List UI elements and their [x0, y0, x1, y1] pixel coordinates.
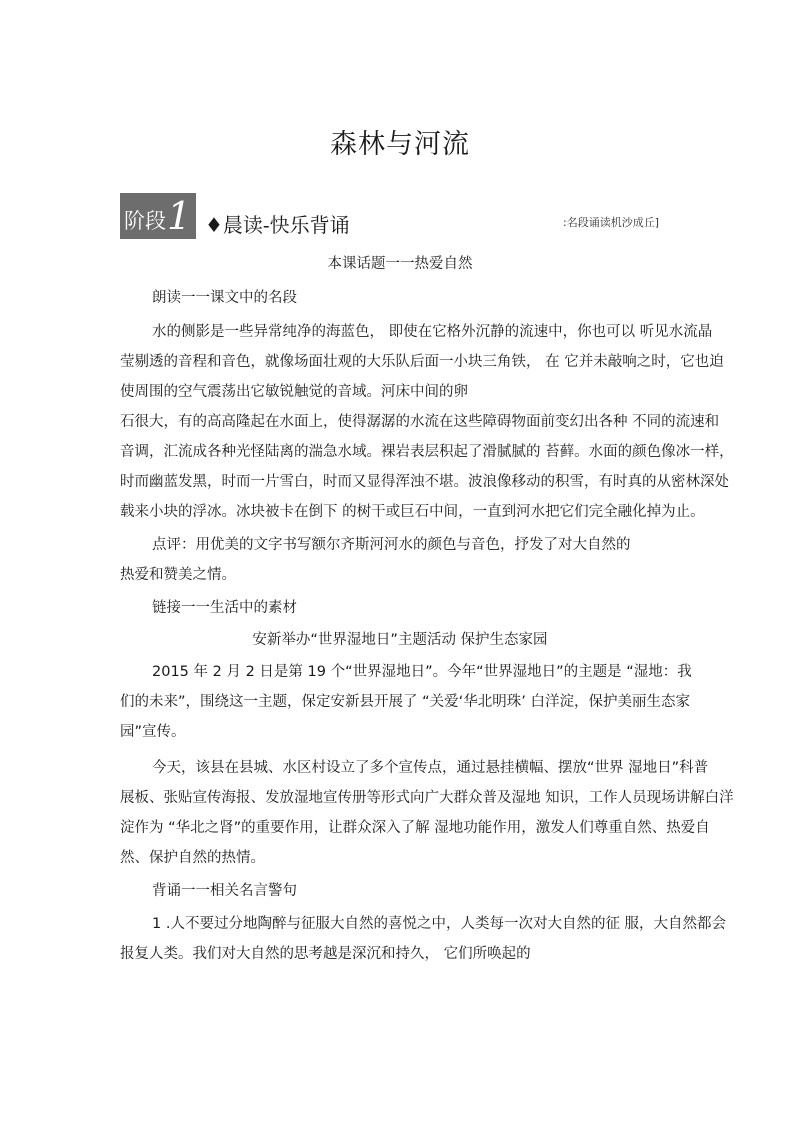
paragraph-line: 载来小块的浮冰。冰块被卡在倒下 的树干或巨石中间，一直到河水把它们完全融化掉为止。	[120, 504, 705, 520]
paragraph-line: 石很大，有的高高隆起在水面上，使得潺潺的水流在这些障碍物面前变幻出各种 不同的流速和	[120, 414, 720, 430]
paragraph-line: 们的未来”，围绕这一主题，保定安新县开展了 “关爱‘华北明珠’ 白洋淀，保护美丽生态家	[120, 694, 690, 710]
paragraph-line: 2015 年 2 月 2 日是第 19 个“世界湿地日”。今年“世界湿地日”的主题是 “湿地：我	[152, 664, 692, 680]
comment-line: 热爱和赞美之情。	[120, 567, 236, 583]
paragraph-line: 莹剔透的音程和音色，就像场面壮观的大乐队后面一小块三角铁， 在 它并未敲响之时，它也迫	[120, 354, 724, 370]
section1-heading: 朗读一一课文中的名段	[152, 290, 297, 306]
paragraph-line: 淀作为 “华北之肾”的重要作用，让群众深入了解 湿地功能作用，激发人们尊重自然、热爱自	[120, 820, 710, 836]
paragraph-line: 然、保护自然的热情。	[120, 850, 265, 866]
section3-heading: 背诵一一相关名言警句	[152, 883, 297, 899]
stage-number: 1	[167, 194, 192, 238]
paragraph-line: 使周围的空气震荡出它敏锐触觉的音域。河床中间的卵	[120, 384, 468, 400]
quote-line: 报复人类。我们对大自然的思考越是深沉和持久， 它们所唤起的	[120, 946, 531, 962]
quote-line: 1 .人不要过分地陶醉与征服大自然的喜悦之中，人类每一次对大自然的征 服，大自然都会	[152, 916, 727, 932]
paragraph-line: 园”宣传。	[120, 724, 186, 740]
page-title: 森林与河流	[330, 129, 470, 160]
paragraph-line: 今天，该县在县城、水区村设立了多个宣传点，通过悬挂横幅、摆放“世界 湿地日”科普	[152, 760, 709, 776]
comment-line: 点评：用优美的文字书写额尔齐斯河河水的颜色与音色，抒发了对大自然的	[152, 537, 631, 553]
stage-label: 阶段	[124, 209, 166, 233]
section2-heading: 链接一一生活中的素材	[152, 600, 297, 616]
stage-note: :名段诵读机沙成丘]	[563, 216, 659, 229]
paragraph-line: 音调，汇流成各种光怪陆离的湍急水域。裸岩表层积起了滑腻腻的 苔藓。水面的颜色像冰一样，	[120, 444, 734, 460]
paragraph-line: 展板、张贴宣传海报、发放湿地宣传册等形式向广大群众普及湿地 知识，工作人员现场讲解白洋	[120, 790, 734, 806]
paragraph-line: 时而幽蓝发黑，时而一片雪白，时而又显得浑浊不堪。波浪像移动的积雪，有时真的从密林深处	[120, 474, 729, 490]
topic-heading: 本课话题一一热爱自然	[327, 256, 473, 272]
paragraph-line: 水的侧影是一些异常纯净的海蓝色， 即使在它格外沉静的流速中，你也可以 听见水流晶	[152, 324, 713, 340]
stage-heading: ♦晨读-快乐背诵	[205, 213, 350, 237]
section2-subtitle: 安新举办“世界湿地日”主题活动 保护生态家园	[252, 632, 548, 648]
